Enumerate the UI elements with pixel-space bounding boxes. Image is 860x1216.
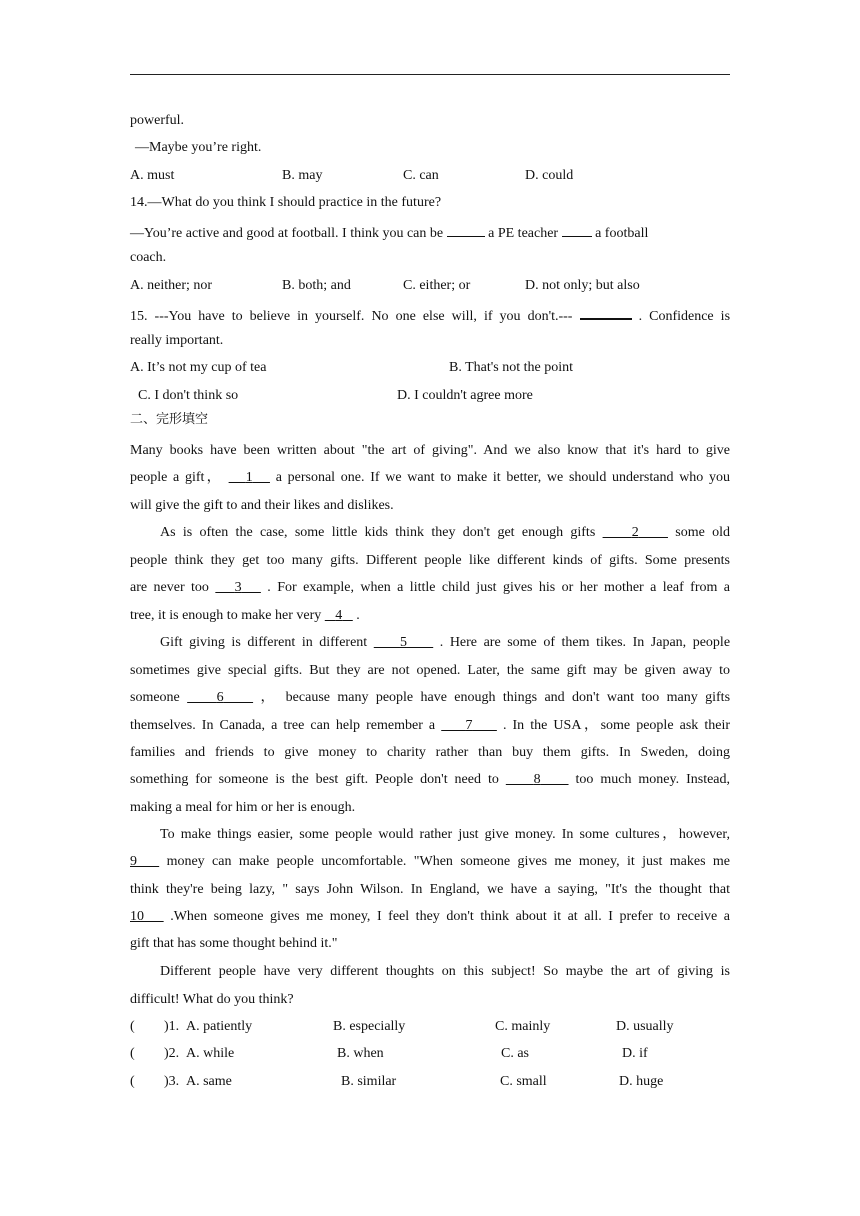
passage-text: As is often the case, some little kids think they don't get enough gifts — [160, 525, 596, 540]
question-number: )2. — [164, 1046, 180, 1061]
q13-option-b: B. may — [282, 168, 323, 183]
cloze-blank-8 — [506, 772, 569, 787]
answer-bracket[interactable]: ( — [130, 1046, 135, 1061]
passage-line — [130, 606, 360, 626]
cloze-blank-5 — [374, 635, 433, 650]
passage-line: difficult! What do you think? — [130, 992, 294, 1007]
q15-question-end: really important. — [130, 333, 224, 348]
option-c: C. small — [500, 1074, 547, 1089]
q14-option-b: B. both; and — [282, 278, 351, 293]
passage-text: ， because many people have enough things and don't want too many gifts — [260, 690, 731, 705]
passage-line — [130, 578, 730, 598]
q15-option-a: A. It’s not my cup of tea — [130, 360, 267, 375]
q14-answer-part: a football — [595, 226, 649, 241]
cloze-blank-4 — [325, 608, 353, 623]
cloze-blank-1 — [229, 470, 270, 485]
header-rule — [130, 74, 730, 75]
answer-bracket[interactable]: ( — [130, 1074, 135, 1089]
q15-question-part: 15. ---You have to believe in yourself. No one else will, if you don't.--- — [130, 309, 573, 324]
passage-line: To make things easier, some people would rather just give money. In some cultures，however, — [160, 827, 730, 842]
option-c: C. mainly — [495, 1019, 551, 1034]
option-d: D. huge — [619, 1074, 664, 1089]
q14-answer-part: a PE teacher — [488, 226, 559, 241]
cloze-blank-number: 3 — [234, 580, 242, 595]
passage-line — [130, 770, 730, 790]
q13-option-d: D. could — [525, 168, 574, 183]
passage-line: Different people have very different thoughts on this subject! So maybe the art of giving is — [160, 964, 730, 979]
passage-text: . Here are some of them tikes. In Japan, people — [439, 635, 731, 650]
q14-blank-2 — [562, 221, 592, 237]
cloze-blank-3 — [215, 580, 261, 595]
q15-question-part: . Confidence is — [638, 309, 731, 324]
cloze-blank-6 — [187, 690, 253, 705]
option-d: D. usually — [616, 1019, 674, 1034]
passage-text: . In the USA，some people ask their — [502, 718, 731, 733]
cloze-blank-number: 2 — [631, 525, 639, 540]
cloze-blank-number: 4 — [335, 608, 343, 623]
q15-option-b: B. That's not the point — [449, 360, 573, 375]
passage-text: money can make people uncomfortable. "When someone gives me money, it just makes me — [166, 854, 731, 869]
cloze-blank-number: 6 — [216, 690, 224, 705]
option-d: D. if — [622, 1046, 648, 1061]
cloze-blank-2 — [603, 525, 668, 540]
q15-option-c: C. I don't think so — [138, 388, 239, 403]
option-c: C. as — [501, 1046, 529, 1061]
cloze-blank-number: 7 — [465, 718, 473, 733]
q14-question: 14.—What do you think I should practice in the future? — [130, 195, 442, 210]
passage-line — [130, 852, 730, 872]
passage-line: think they're being lazy, " says John Wilson. In England, we have a saying, "It's the thought that — [130, 882, 730, 897]
passage-text: someone — [130, 690, 180, 705]
cloze-blank-number: 9 — [130, 854, 137, 869]
passage-text: . For example, when a little child just gives his or her mother a leaf from a — [267, 580, 731, 595]
option-b: B. especially — [333, 1019, 406, 1034]
q14-option-a: A. neither; nor — [130, 278, 213, 293]
passage-line: gift that has some thought behind it." — [130, 936, 338, 951]
q15-option-d: D. I couldn't agree more — [397, 388, 533, 403]
q14-blank-1 — [447, 221, 485, 237]
passage-text: too much money. Instead, — [575, 772, 731, 787]
passage-line — [160, 523, 730, 543]
passage-line — [130, 688, 730, 708]
q14-answer-end: coach. — [130, 250, 167, 265]
q14-option-d: D. not only; but also — [525, 278, 640, 293]
passage-line — [130, 907, 730, 927]
q14-answer-part: —You’re active and good at football. I think you can be — [130, 226, 444, 241]
passage-line: sometimes give special gifts. But they are not opened. Later, the same gift may be given away to — [130, 663, 730, 678]
option-a: A. patiently — [186, 1019, 253, 1034]
passage-text: something for someone is the best gift. People don't need to — [130, 772, 499, 787]
answer-bracket[interactable]: ( — [130, 1019, 135, 1034]
cloze-blank-number: 8 — [533, 772, 541, 787]
option-a: A. while — [186, 1046, 235, 1061]
passage-line — [130, 716, 730, 736]
cloze-blank-number: 5 — [399, 635, 407, 650]
passage-text: are never too — [130, 580, 209, 595]
passage-text: people a gift， — [130, 470, 223, 485]
passage-text: . — [356, 608, 360, 623]
option-b: B. similar — [341, 1074, 397, 1089]
cloze-blank-9 — [130, 854, 159, 869]
passage-line: Many books have been written about "the art of giving". And we also know that it's hard to give — [130, 443, 730, 458]
question-number: )3. — [164, 1074, 180, 1089]
option-b: B. when — [337, 1046, 384, 1061]
q14-option-c: C. either; or — [403, 278, 471, 293]
passage-line: people think they get too many gifts. Different people like different kinds of gifts. Some presents — [130, 553, 730, 568]
q13-reply: —Maybe you’re right. — [135, 140, 262, 155]
passage-line: families and friends to give money to charity rather than buy them gifts. In Sweden, doing — [130, 745, 730, 760]
q13-option-c: C. can — [403, 168, 439, 183]
cloze-blank-7 — [441, 718, 497, 733]
q15-blank — [580, 303, 632, 320]
cloze-blank-number: 1 — [245, 470, 253, 485]
cloze-blank-number: 10 — [130, 909, 144, 924]
q13-option-a: A. must — [130, 168, 175, 183]
q15-question — [130, 303, 730, 327]
option-a: A. same — [186, 1074, 232, 1089]
cloze-blank-10 — [130, 909, 164, 924]
section-heading: 二、完形填空 — [130, 412, 209, 427]
passage-text: .When someone gives me money, I feel they don't think about it at all. I prefer to receive a — [170, 909, 731, 924]
passage-text: Gift giving is different in different — [160, 635, 368, 650]
passage-line — [160, 633, 730, 653]
passage-line: making a meal for him or her is enough. — [130, 800, 356, 815]
q13-text-line: powerful. — [130, 113, 185, 128]
passage-text: some old — [675, 525, 730, 540]
q14-answer — [130, 221, 648, 244]
passage-line — [130, 468, 730, 488]
question-number: )1. — [164, 1019, 180, 1034]
passage-line: will give the gift to and their likes and dislikes. — [130, 498, 394, 513]
passage-text: a personal one. If we want to make it better, we should understand who you — [275, 470, 731, 485]
passage-text: tree, it is enough to make her very — [130, 608, 322, 623]
passage-text: themselves. In Canada, a tree can help remember a — [130, 718, 436, 733]
